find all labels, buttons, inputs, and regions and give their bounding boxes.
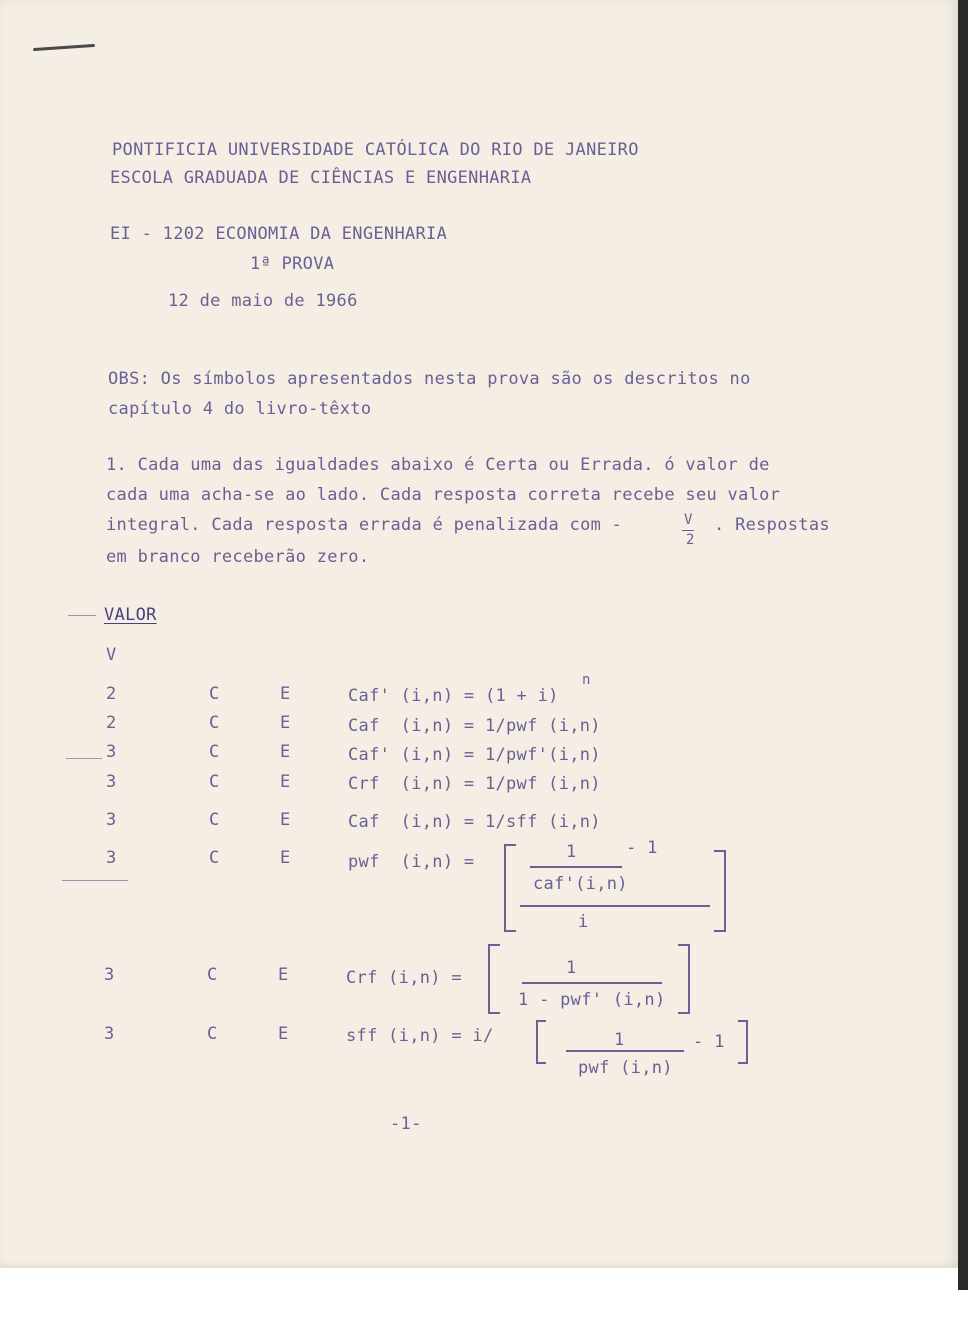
question-1-line-3b: . Respostas xyxy=(714,515,830,535)
row-1-exponent: n xyxy=(582,672,591,688)
row-7-errada: E xyxy=(278,965,289,985)
course-title: EI - 1202 ECONOMIA DA ENGENHARIA xyxy=(110,224,448,244)
fraction-bar xyxy=(682,530,694,531)
row-2-certa: C xyxy=(209,713,220,733)
row-3-errada: E xyxy=(280,742,291,762)
obs-line-2: capítulo 4 do livro-têxto xyxy=(108,399,372,419)
row-4-certa: C xyxy=(209,772,220,792)
question-1-line-1: 1. Cada uma das igualdades abaixo é Certa ou Errada. ó valor de xyxy=(106,455,770,475)
row-8-right-bracket xyxy=(738,1020,748,1064)
row-8-minus-one: - 1 xyxy=(693,1032,725,1052)
row-8-fraction-bar xyxy=(566,1050,684,1052)
v-header: V xyxy=(106,645,117,665)
fraction-denominator: 2 xyxy=(686,532,695,548)
row-8-numerator: 1 xyxy=(614,1030,625,1050)
margin-mark xyxy=(68,615,96,616)
margin-mark xyxy=(62,880,128,881)
row-1-value: 2 xyxy=(106,684,117,704)
question-1-line-3a: integral. Cada resposta errada é penalizada com - xyxy=(106,515,623,535)
row-7-left-bracket xyxy=(488,944,500,1014)
row-7-numerator: 1 xyxy=(566,958,577,978)
school-name: ESCOLA GRADUADA DE CIÊNCIAS E ENGENHARIA xyxy=(110,168,532,188)
row-2-value: 2 xyxy=(106,713,117,733)
row-4-formula: Crf (i,n) = 1/pwf (i,n) xyxy=(348,774,601,794)
fraction-numerator: V xyxy=(684,512,693,528)
page-number: -1- xyxy=(390,1114,422,1134)
exam-title: 1ª PROVA xyxy=(250,254,335,274)
row-7-formula: Crf (i,n) = xyxy=(346,968,462,988)
row-6-inner-fraction-bar xyxy=(530,866,622,868)
row-6-outer-denominator: i xyxy=(578,912,589,932)
row-7-fraction-bar xyxy=(522,982,662,984)
row-7-value: 3 xyxy=(104,965,115,985)
row-6-certa: C xyxy=(209,848,220,868)
row-8-left-bracket xyxy=(536,1020,546,1064)
row-6-inner-denominator: caf'(i,n) xyxy=(533,874,628,894)
row-1-formula: Caf' (i,n) = (1 + i) xyxy=(348,686,559,706)
row-3-certa: C xyxy=(209,742,220,762)
question-1-line-4: em branco receberão zero. xyxy=(106,547,370,567)
row-6-left-bracket xyxy=(504,844,516,932)
row-2-formula: Caf (i,n) = 1/pwf (i,n) xyxy=(348,716,601,736)
row-5-value: 3 xyxy=(106,810,117,830)
margin-mark xyxy=(66,758,102,759)
row-6-errada: E xyxy=(280,848,291,868)
valor-header: VALOR xyxy=(104,605,157,625)
row-3-formula: Caf' (i,n) = 1/pwf'(i,n) xyxy=(348,745,601,765)
row-6-value: 3 xyxy=(106,848,117,868)
question-1-line-2: cada uma acha-se ao lado. Cada resposta correta recebe seu valor xyxy=(106,485,781,505)
row-7-right-bracket xyxy=(678,944,690,1014)
row-3-value: 3 xyxy=(106,742,117,762)
obs-line-1: OBS: Os símbolos apresentados nesta prova são os descritos no xyxy=(108,369,751,389)
exam-date: 12 de maio de 1966 xyxy=(168,291,358,311)
row-6-formula: pwf (i,n) = xyxy=(348,852,475,872)
row-8-value: 3 xyxy=(104,1024,115,1044)
university-name: PONTIFICIA UNIVERSIDADE CATÓLICA DO RIO DE JANEIRO xyxy=(112,140,639,160)
row-7-denominator: 1 - pwf' (i,n) xyxy=(518,990,666,1010)
row-8-errada: E xyxy=(278,1024,289,1044)
row-6-minus-one: - 1 xyxy=(626,838,658,858)
row-1-certa: C xyxy=(209,684,220,704)
row-5-certa: C xyxy=(209,810,220,830)
row-6-right-bracket xyxy=(714,850,726,932)
row-6-inner-numerator: 1 xyxy=(566,842,577,862)
row-5-errada: E xyxy=(280,810,291,830)
row-4-value: 3 xyxy=(106,772,117,792)
row-5-formula: Caf (i,n) = 1/sff (i,n) xyxy=(348,812,601,832)
row-1-errada: E xyxy=(280,684,291,704)
row-8-certa: C xyxy=(207,1024,218,1044)
row-8-formula: sff (i,n) = i/ xyxy=(346,1026,494,1046)
page-edge-shadow xyxy=(958,0,968,1290)
row-8-denominator: pwf (i,n) xyxy=(578,1058,673,1078)
row-4-errada: E xyxy=(280,772,291,792)
row-6-outer-fraction-bar xyxy=(520,905,710,907)
row-2-errada: E xyxy=(280,713,291,733)
row-7-certa: C xyxy=(207,965,218,985)
